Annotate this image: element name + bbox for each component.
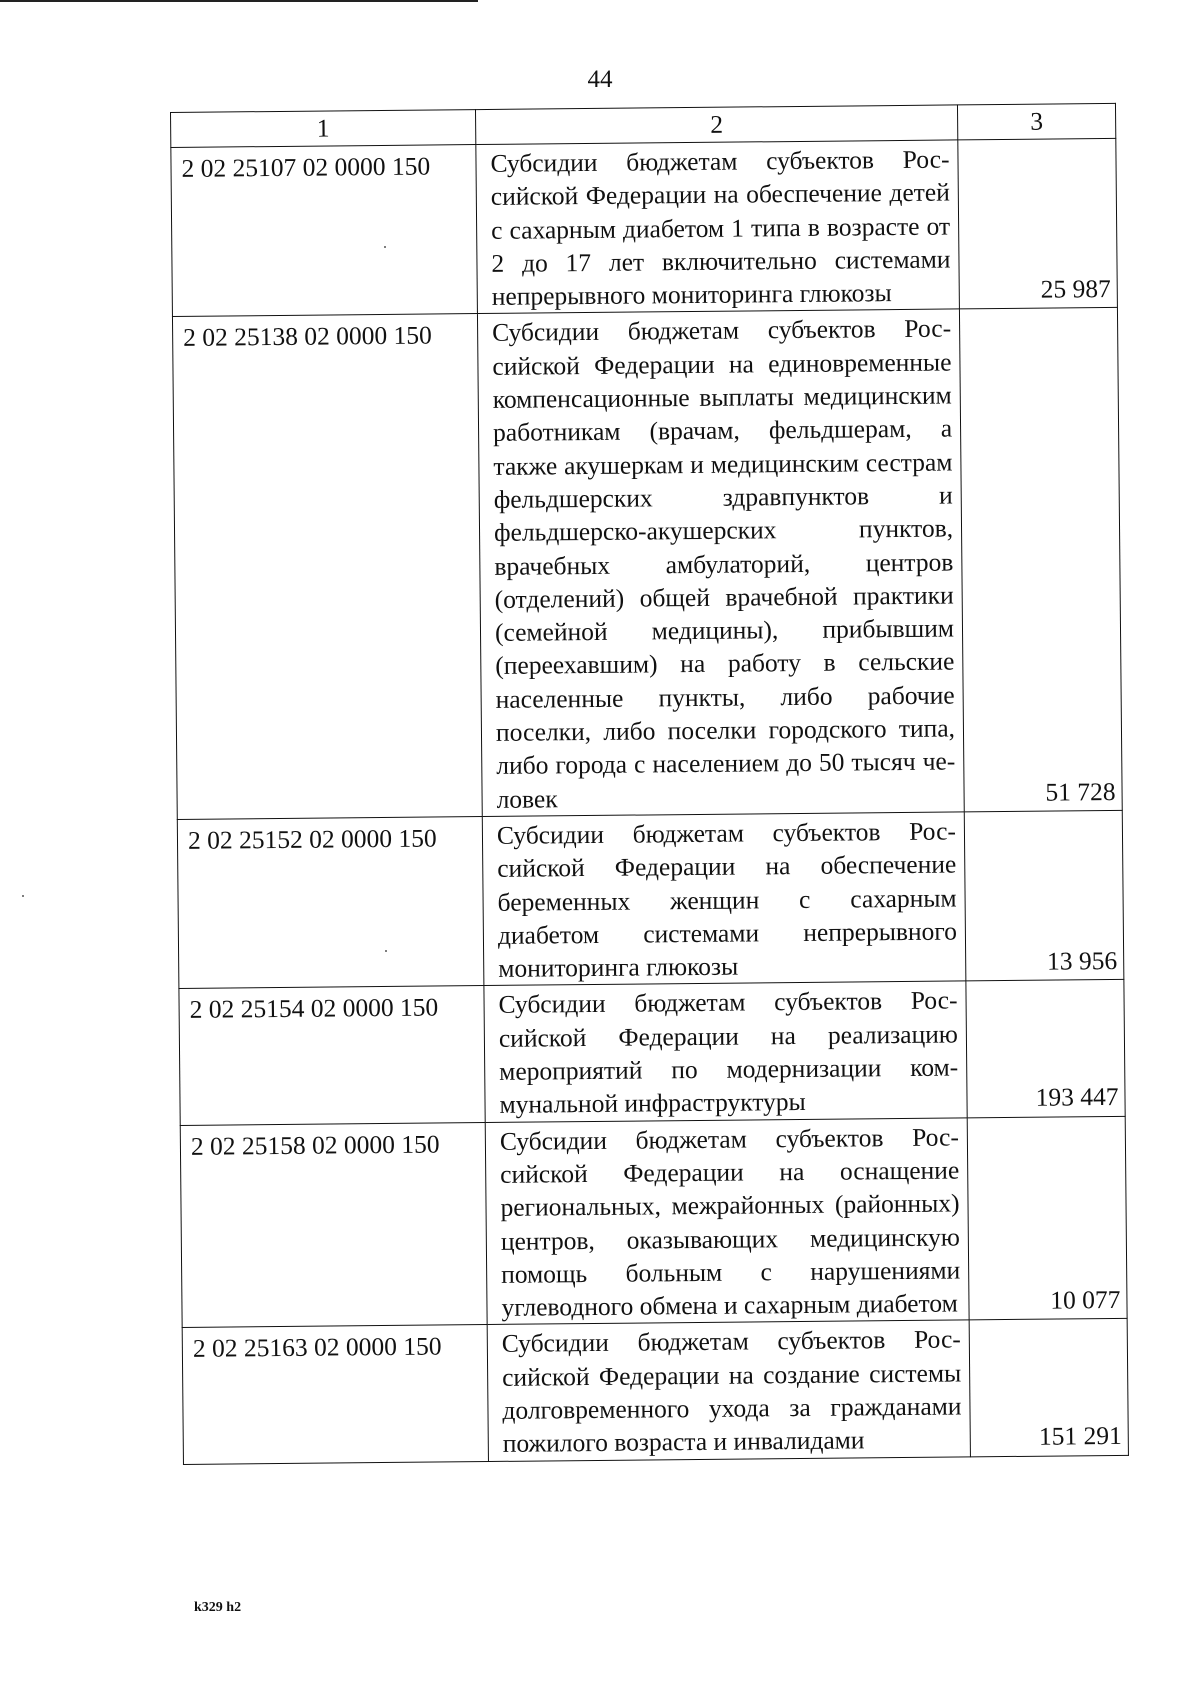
description-cell: Субсидии бюджетам субъектов Российской Федерации на реализацию мероприятий по модернизации коммунальной инфраструктуры	[484, 981, 967, 1122]
column-header-2: 2	[475, 105, 957, 145]
budget-table	[170, 103, 1129, 1465]
footer-document-code: k329 h2	[194, 1600, 242, 1615]
scan-speck	[385, 950, 387, 952]
column-header-3: 3	[957, 103, 1115, 140]
table-row	[172, 308, 1122, 820]
budget-code-cell: 2 02 25158 02 0000 150	[180, 1122, 487, 1328]
description-cell: Субсидии бюджетам субъектов Российской Федерации на оснащение региональных, межрайонных (районных) центров, оказывающих медицинскую помощь больным с нарушениями углеводного обмена и сахарным диабетом	[485, 1118, 969, 1325]
table-row	[179, 980, 1125, 1125]
scan-speck	[384, 246, 386, 248]
amount-cell: 151 291	[969, 1319, 1128, 1457]
amount-cell: 25 987	[958, 138, 1118, 309]
table-row	[177, 810, 1124, 989]
table-row	[182, 1319, 1128, 1464]
budget-code-cell: 2 02 25152 02 0000 150	[177, 816, 484, 988]
budget-code-cell: 2 02 25163 02 0000 150	[182, 1325, 488, 1464]
amount-cell: 13 956	[964, 810, 1124, 981]
scan-speck	[22, 895, 24, 897]
scan-edge-line	[0, 0, 478, 2]
description-cell: Субсидии бюджетам субъектов Российской Федерации на единовременные компенсационные выплаты медицинским работникам (врачам, фельдшерам, а также акушеркам и медицинским сестрам фельдшерских здравпунктов и фельдшерско-акушерских пунктов, врачебных амбулаторий, центров (отделений) общей врачебной практики (семейной медицины), прибывшим (переехавшим) на работу в сельские населенные пункты, либо рабочие поселки, либо поселки городского типа, либо города с населением до 50 тысяч человек	[477, 309, 964, 816]
column-header-1: 1	[171, 110, 476, 148]
amount-cell: 51 728	[959, 308, 1122, 812]
table-row	[180, 1116, 1127, 1328]
budget-code-cell: 2 02 25107 02 0000 150	[171, 145, 478, 317]
amount-cell: 193 447	[966, 980, 1125, 1118]
description-cell: Субсидии бюджетам субъектов Российской Федерации на обеспечение детей с сахарным диабетом 1 типа в возрасте от 2 до 17 лет включительно системами непрерывного мониторинга глюкозы	[476, 140, 960, 314]
table-row	[171, 138, 1118, 317]
budget-code-cell: 2 02 25154 02 0000 150	[179, 986, 485, 1125]
amount-cell: 10 077	[967, 1116, 1127, 1320]
page-number: 44	[587, 66, 613, 93]
description-cell: Субсидии бюджетам субъектов Российской Федерации на создание системы долговременного ухода за гражданами пожилого возраста и инвалидами	[487, 1320, 970, 1461]
budget-code-cell: 2 02 25138 02 0000 150	[172, 314, 482, 819]
description-cell: Субсидии бюджетам субъектов Российской Федерации на обеспечение беременных женщин с сахарным диабетом системами непрерывного мониторинга глюкозы	[482, 812, 966, 986]
